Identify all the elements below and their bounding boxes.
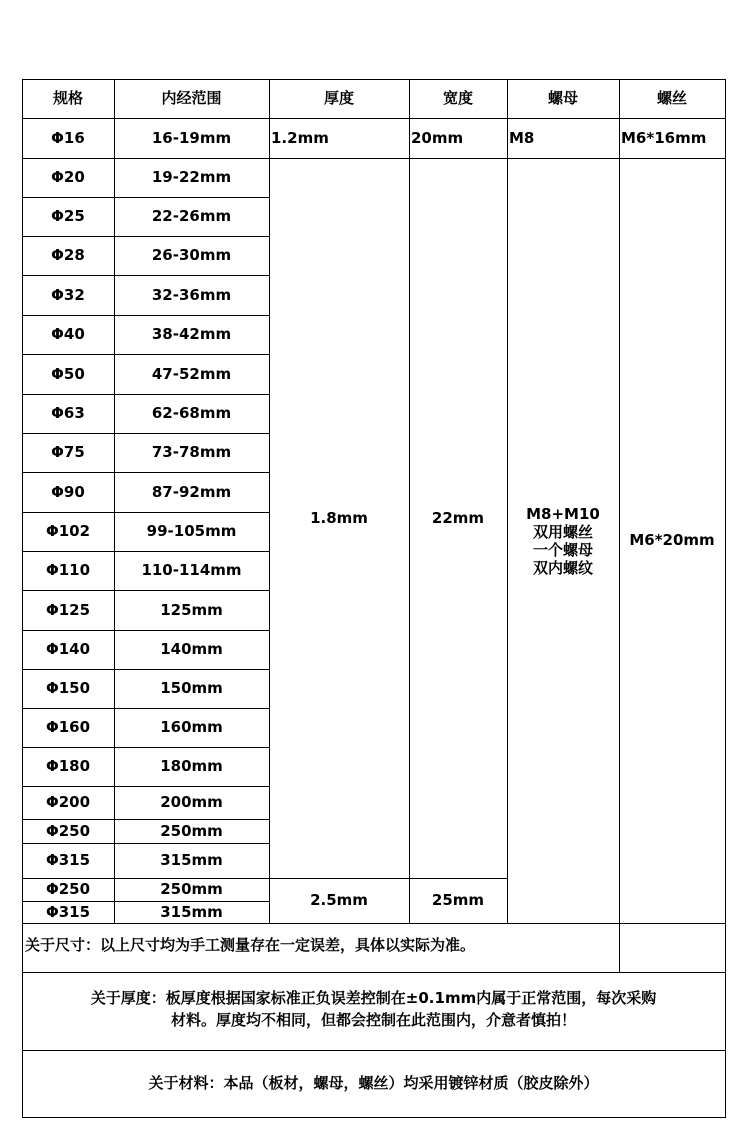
range-cell: 250mm — [160, 880, 223, 898]
grid-line — [22, 878, 270, 879]
spec-cell: Φ32 — [51, 285, 85, 304]
range-cell: 160mm — [160, 718, 223, 736]
grid-line — [22, 843, 270, 844]
width-cell: 20mm — [411, 128, 464, 147]
range-cell: 47-52mm — [151, 364, 232, 383]
spec-cell: Φ250 — [45, 880, 91, 898]
nut-line: 一个螺母 — [532, 540, 593, 559]
spec-cell: Φ75 — [51, 443, 85, 461]
grid-line — [22, 472, 270, 473]
spec-cell: Φ20 — [51, 168, 85, 186]
grid-line — [409, 79, 410, 924]
range-cell: 32-36mm — [151, 285, 232, 304]
grid-line — [22, 236, 270, 237]
nut-merged-cell — [507, 158, 619, 923]
grid-line — [22, 158, 726, 159]
screw-cell: M6*16mm — [621, 128, 707, 147]
grid-line — [619, 923, 620, 973]
grid-line — [22, 923, 726, 924]
range-cell: 315mm — [160, 902, 223, 921]
grid-line — [22, 1117, 726, 1118]
spec-cell: Φ200 — [45, 793, 91, 811]
range-cell: 87-92mm — [151, 482, 232, 501]
grid-line — [22, 669, 270, 670]
screw-merged-cell: M6*20mm — [629, 531, 715, 549]
header-width: 宽度 — [442, 89, 473, 107]
grid-line — [22, 590, 270, 591]
note-thickness — [22, 987, 725, 1031]
grid-line — [22, 786, 270, 787]
spec-cell: Φ315 — [45, 851, 91, 869]
grid-line — [22, 394, 270, 395]
grid-line — [22, 551, 270, 552]
spec-cell: Φ40 — [51, 325, 85, 343]
grid-line — [22, 315, 270, 316]
spec-cell: Φ25 — [51, 207, 85, 225]
spec-cell: Φ63 — [51, 404, 85, 422]
note-thickness-line: 材料。厚度均不相同，但都会控制在此范围内，介意者慎拍！ — [170, 1011, 576, 1029]
spec-cell: Φ110 — [45, 561, 91, 579]
spec-cell: Φ160 — [45, 718, 91, 736]
grid-line — [22, 972, 726, 973]
spec-cell: Φ140 — [45, 640, 91, 658]
note-thickness-line: 关于厚度：板厚度根据国家标准正负误差控制在±0.1mm内属于正常范围，每次采购 — [90, 989, 657, 1007]
range-cell: 110-114mm — [141, 561, 242, 579]
grid-line — [22, 79, 23, 1118]
header-screw: 螺丝 — [656, 89, 687, 107]
grid-line — [22, 1050, 726, 1051]
range-cell: 73-78mm — [151, 443, 232, 461]
grid-line — [22, 79, 726, 80]
range-cell: 125mm — [160, 600, 223, 619]
header-thickness: 厚度 — [323, 89, 354, 107]
spec-cell: Φ50 — [51, 364, 85, 383]
range-cell: 38-42mm — [151, 325, 232, 343]
range-cell: 99-105mm — [146, 522, 237, 540]
group-thickness-cell: 1.8mm — [310, 508, 368, 527]
spec-cell: Φ28 — [51, 246, 85, 264]
range-cell: 140mm — [160, 640, 223, 658]
range-cell: 200mm — [160, 793, 223, 811]
note-size: 关于尺寸：以上尺寸均为手工测量存在一定误差，具体以实际为准。 — [25, 936, 476, 954]
spec-table — [22, 79, 725, 1118]
grid-line — [22, 708, 270, 709]
nut-line: 双内螺纹 — [532, 558, 593, 577]
grid-line — [269, 878, 508, 879]
spec-cell: Φ150 — [45, 679, 91, 697]
nut-line: 双用螺丝 — [532, 522, 593, 541]
spec-cell: Φ16 — [51, 128, 85, 147]
spec-cell: Φ250 — [45, 821, 91, 840]
range-cell: 16-19mm — [151, 128, 232, 147]
header-spec: 规格 — [52, 89, 83, 107]
grid-line — [22, 901, 270, 902]
grid-line — [22, 275, 270, 276]
grid-line — [269, 79, 270, 924]
grid-line — [22, 118, 726, 119]
note-material: 关于材料：本品（板材，螺母，螺丝）均采用镀锌材质（胶皮除外） — [148, 1074, 599, 1092]
range-cell: 250mm — [160, 821, 223, 840]
spec-cell: Φ180 — [45, 757, 91, 775]
nut-cell: M8 — [509, 128, 535, 147]
range-cell: 150mm — [160, 679, 223, 697]
grid-line — [22, 747, 270, 748]
spec-cell: Φ315 — [45, 902, 91, 921]
spec-cell: Φ90 — [51, 482, 85, 501]
header-nut: 螺母 — [547, 89, 578, 107]
range-cell: 19-22mm — [151, 168, 232, 186]
grid-line — [22, 197, 270, 198]
grid-line — [725, 79, 726, 1118]
grid-line — [22, 433, 270, 434]
range-cell: 22-26mm — [151, 207, 232, 225]
grid-line — [507, 79, 508, 924]
grid-line — [22, 819, 270, 820]
range-cell: 26-30mm — [151, 246, 232, 264]
header-inner-range: 内经范围 — [161, 89, 222, 107]
spec-cell: Φ125 — [45, 600, 91, 619]
nut-line: M8+M10 — [526, 504, 600, 523]
group-width-cell: 22mm — [431, 508, 485, 527]
grid-line — [22, 630, 270, 631]
range-cell: 315mm — [160, 851, 223, 869]
spec-cell: Φ102 — [45, 522, 91, 540]
range-cell: 180mm — [160, 757, 223, 775]
thickness-cell: 1.2mm — [271, 128, 329, 147]
grid-line — [114, 79, 115, 924]
last-width-cell: 25mm — [431, 891, 485, 909]
grid-line — [22, 512, 270, 513]
grid-line — [619, 79, 620, 924]
range-cell: 62-68mm — [151, 404, 232, 422]
grid-line — [22, 354, 270, 355]
last-thickness-cell: 2.5mm — [310, 891, 368, 909]
